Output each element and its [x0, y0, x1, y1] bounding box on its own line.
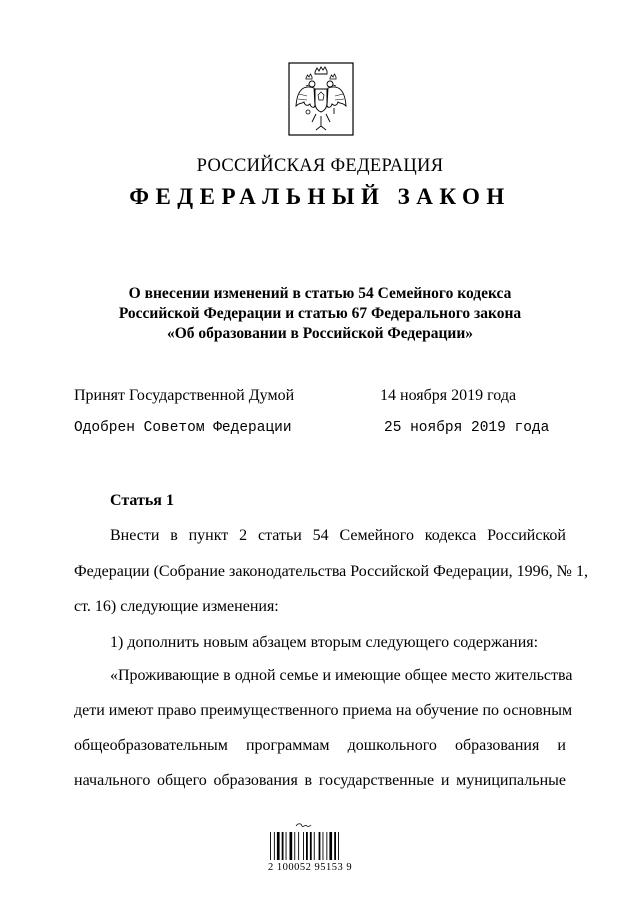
article-line: общеобразовательным программам дошкольного образования и	[74, 737, 566, 754]
article-line: 1) дополнить новым абзацем вторым следующего содержания:	[110, 634, 539, 651]
coat-of-arms-emblem	[288, 62, 354, 136]
article-line: «Проживающие в одной семье и имеющие общее место жительства	[110, 667, 573, 684]
document-type: ФЕДЕРАЛЬНЫЙ ЗАКОН	[129, 184, 511, 209]
article-line: начального общего образования в государственные и муниципальные	[74, 772, 566, 789]
article-line: ст. 16) следующие изменения:	[74, 598, 279, 615]
article-line: дети имеют право преимущественного приема на обучение по основным	[74, 702, 573, 719]
article-line: Внести в пункт 2 статьи 54 Семейного кодекса Российской	[110, 527, 566, 544]
approved-label: Одобрен Советом Федерации	[74, 420, 292, 436]
adopted-label: Принят Государственной Думой	[74, 387, 295, 404]
law-title-line: О внесении изменений в статью 54 Семейного кодекса	[128, 285, 512, 302]
adopted-date: 14 ноября 2019 года	[380, 387, 517, 404]
article-heading: Статья 1	[110, 492, 174, 509]
law-title	[60, 284, 580, 344]
law-title-line: «Об образовании в Российской Федерации»	[166, 325, 474, 342]
country-name: РОССИЙСКАЯ ФЕДЕРАЦИЯ	[196, 156, 444, 176]
approved-date: 25 ноября 2019 года	[384, 420, 550, 436]
article-line: Федерации (Собрание законодательства Российской Федерации, 1996, № 1,	[74, 563, 588, 580]
law-title-line: Российской Федерации и статью 67 Федерального закона	[118, 305, 522, 322]
barcode-number: 2 100052 95153 9	[268, 862, 353, 873]
